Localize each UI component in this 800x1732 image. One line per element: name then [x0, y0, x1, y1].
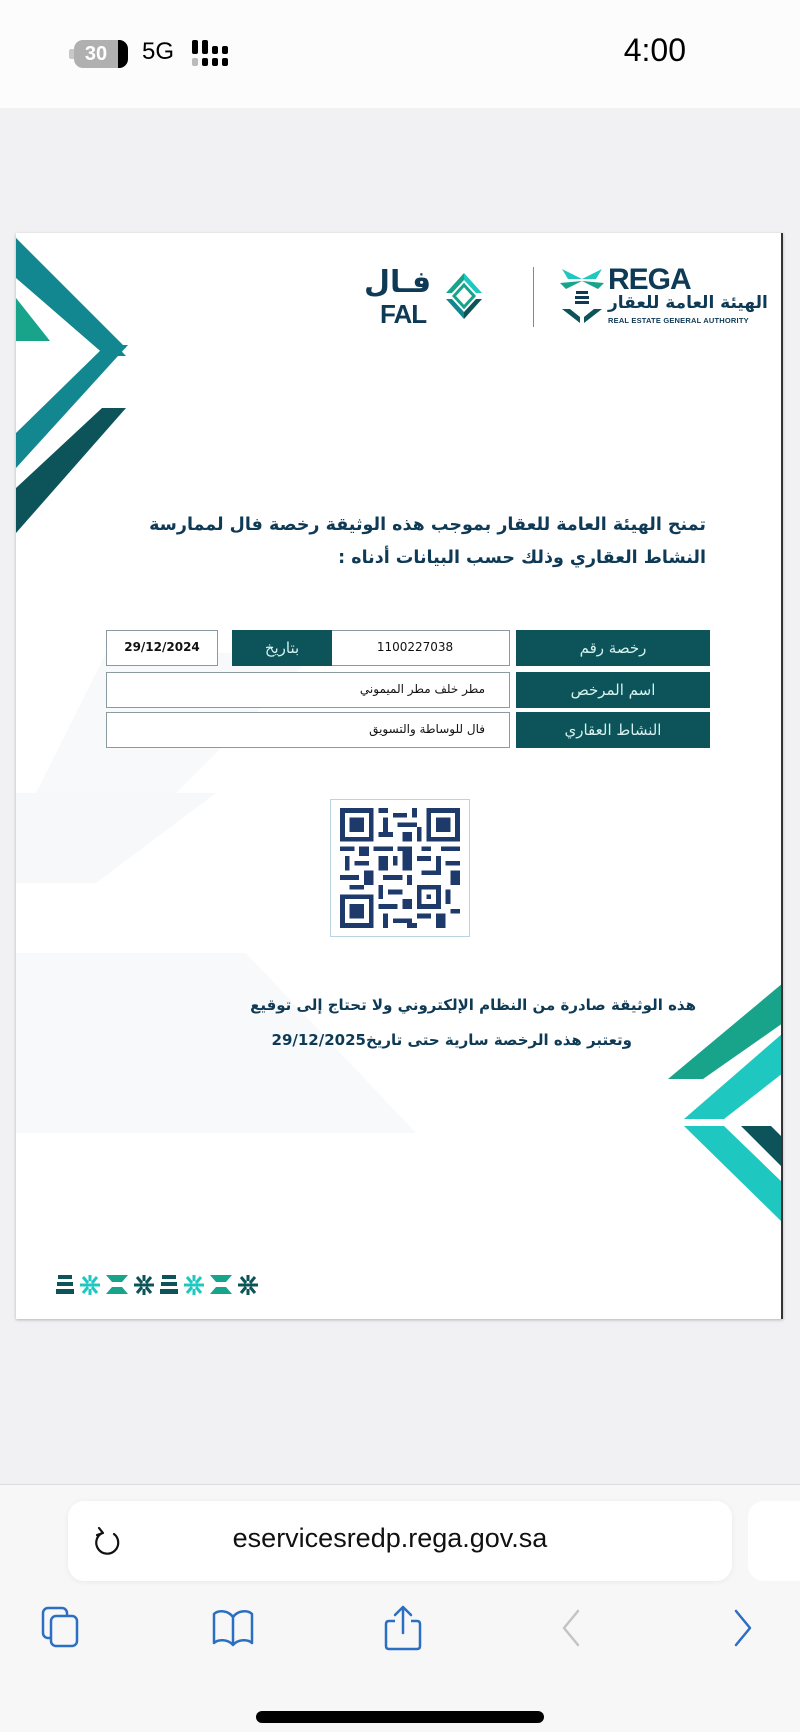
validity-statement: هذه الوثيقة صادرة من النظام الإلكتروني ولا تحتاج إلى توقيع وتعتبر هذه الرخصة سارية حتى تاريخ29/12/2025: [250, 996, 696, 1049]
date-value: 29/12/2024: [106, 630, 218, 666]
back-icon[interactable]: [550, 1605, 596, 1651]
intro-statement: تمنح الهيئة العامة للعقار بموجب هذه الوثيقة رخصة فال لممارسة النشاط العقاري وذلك حسب البيانات أدناه :: [149, 515, 706, 568]
licensee-name-label: اسم المرخص: [516, 672, 710, 708]
forward-icon[interactable]: [722, 1605, 768, 1651]
fal-logo: فـال FAL: [356, 263, 486, 333]
activity-label: النشاط العقاري: [516, 712, 710, 748]
date-label: بتاريخ: [232, 630, 332, 666]
home-indicator[interactable]: [256, 1711, 544, 1723]
fal-diamond-icon: [442, 271, 486, 321]
header-logos: [356, 263, 766, 333]
address-bar[interactable]: [68, 1501, 732, 1581]
decorative-chevrons: [16, 233, 783, 1319]
share-icon[interactable]: [380, 1605, 426, 1651]
rega-english-name: REAL ESTATE GENERAL AUTHORITY: [608, 316, 749, 325]
rega-arabic-name: الهيئة العامة للعقار: [608, 293, 768, 313]
license-document: [16, 233, 783, 1319]
battery-icon: [74, 40, 128, 68]
qr-code-icon: [339, 808, 461, 928]
url-text[interactable]: eservicesredp.rega.gov.sa: [232, 1523, 548, 1553]
browser-toolbar: [0, 1484, 800, 1732]
logo-divider: [533, 267, 534, 327]
rega-wordmark: REGA: [608, 263, 691, 296]
palm-tree-icon: [558, 265, 606, 327]
qr-code[interactable]: [330, 799, 470, 937]
status-bar: [0, 0, 800, 108]
licensee-name-value: مطر خلف مطر الميموني: [106, 672, 510, 708]
bookmarks-icon[interactable]: [210, 1605, 256, 1651]
battery-level: 30: [84, 43, 108, 65]
license-number-value: 1100227038: [320, 630, 510, 666]
clock: 4:00: [623, 32, 686, 68]
license-number-label: رخصة رقم: [516, 630, 710, 666]
activity-value: فال للوساطة والتسويق: [106, 712, 510, 748]
network-type: 5G: [142, 38, 175, 65]
tabs-icon[interactable]: [40, 1605, 86, 1651]
signal-strength-icon: [190, 40, 234, 68]
decorative-pattern: [56, 1273, 266, 1297]
next-tab-address-bar[interactable]: [748, 1501, 800, 1581]
